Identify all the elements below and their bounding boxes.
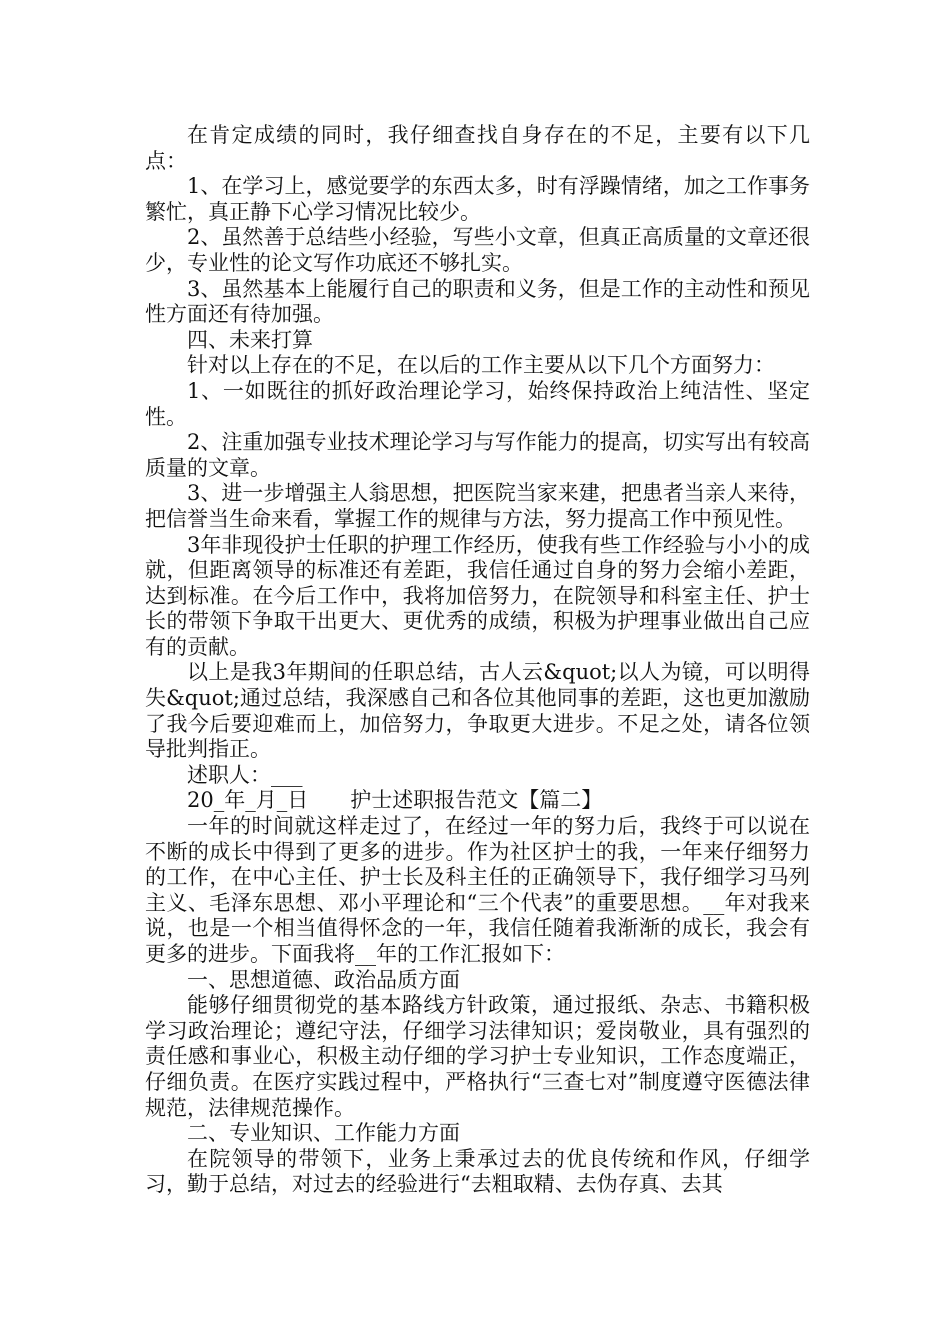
paragraph: 针对以上存在的不足，在以后的工作主要从以下几个方面努力： xyxy=(187,353,775,378)
paragraph: 在院领导的带领下，业务上秉承过去的优良传统和作风，仔细学习，勤于总结，对过去的经验进行“去粗取精、去伪存真、去其 xyxy=(145,1146,810,1197)
document-body xyxy=(145,123,810,1198)
paragraph: 3、虽然基本上能履行自己的职责和义务，但是工作的主动性和预见性方面还有待加强。 xyxy=(145,276,810,327)
paragraph: 以上是我3年期间的任职总结，古人云&quot;以人为镜，可以明得失&quot;通过总结，我深感自己和各位其他同事的差距，这也更加激励了我今后要迎难而上，加倍努力，争取更大进步。不足之处，请各位领导批判指正。 xyxy=(145,660,810,762)
paragraph: 1、在学习上，感觉要学的东西太多，时有浮躁情绪，加之工作事务繁忙，真正静下心学习情况比较少。 xyxy=(145,174,810,224)
paragraph: 2、注重加强专业技术理论学习与写作能力的提高，切实写出有较高质量的文章。 xyxy=(145,430,810,480)
signature-line: 述职人：___ xyxy=(187,762,303,787)
paragraph: 在肯定成绩的同时，我仔细查找自身存在的不足，主要有以下几点： xyxy=(145,123,810,173)
paragraph: 1、一如既往的抓好政治理论学习，始终保持政治上纯洁性、坚定性。 xyxy=(145,378,810,429)
paragraph: 2、虽然善于总结些小经验，写些小文章，但真正高质量的文章还很少，专业性的论文写作功底还不够扎实。 xyxy=(145,225,810,275)
section-heading: 四、未来打算 xyxy=(187,327,313,352)
paragraph: 3年非现役护士任职的护理工作经历，使我有些工作经验与小小的成就，但距离领导的标准还有差距，我信任通过自身的努力会缩小差距，达到标准。在今后工作中，我将加倍努力，在院领导和科室主任、护士长的带领下争取干出更大、更优秀的成绩，积极为护理事业做出自己应有的贡献。 xyxy=(145,532,810,659)
paragraph: 一年的时间就这样走过了，在经过一年的努力后，我终于可以说在不断的成长中得到了更多的进步。作为社区护士的我，一年来仔细努力的工作，在中心主任、护士长及科主任的正确领导下，我仔细学习马列主义、毛泽东思想、邓小平理论和“三个代表”的重要思想。__年对我来说，也是一个相当值得怀念的一年，我信任随着我渐渐的成长，我会有更多的进步。下面我将__年的工作汇报如下： xyxy=(145,814,810,966)
section-heading: 一、思想道德、政治品质方面 xyxy=(187,967,460,992)
date-and-title-line: 20_年_月_日 护士述职报告范文【篇二】 xyxy=(187,788,603,813)
paragraph: 3、进一步增强主人翁思想，把医院当家来建，把患者当亲人来待，把信誉当生命来看，掌握工作的规律与方法，努力提高工作中预见性。 xyxy=(145,481,810,531)
section-heading: 二、专业知识、工作能力方面 xyxy=(187,1121,460,1146)
paragraph: 能够仔细贯彻党的基本路线方针政策，通过报纸、杂志、书籍积极学习政治理论；遵纪守法，仔细学习法律知识；爱岗敬业，具有强烈的责任感和事业心，积极主动仔细的学习护士专业知识，工作态度端正，仔细负责。在医疗实践过程中，严格执行“三查七对”制度遵守医德法律规范，法律规范操作。 xyxy=(145,993,810,1120)
